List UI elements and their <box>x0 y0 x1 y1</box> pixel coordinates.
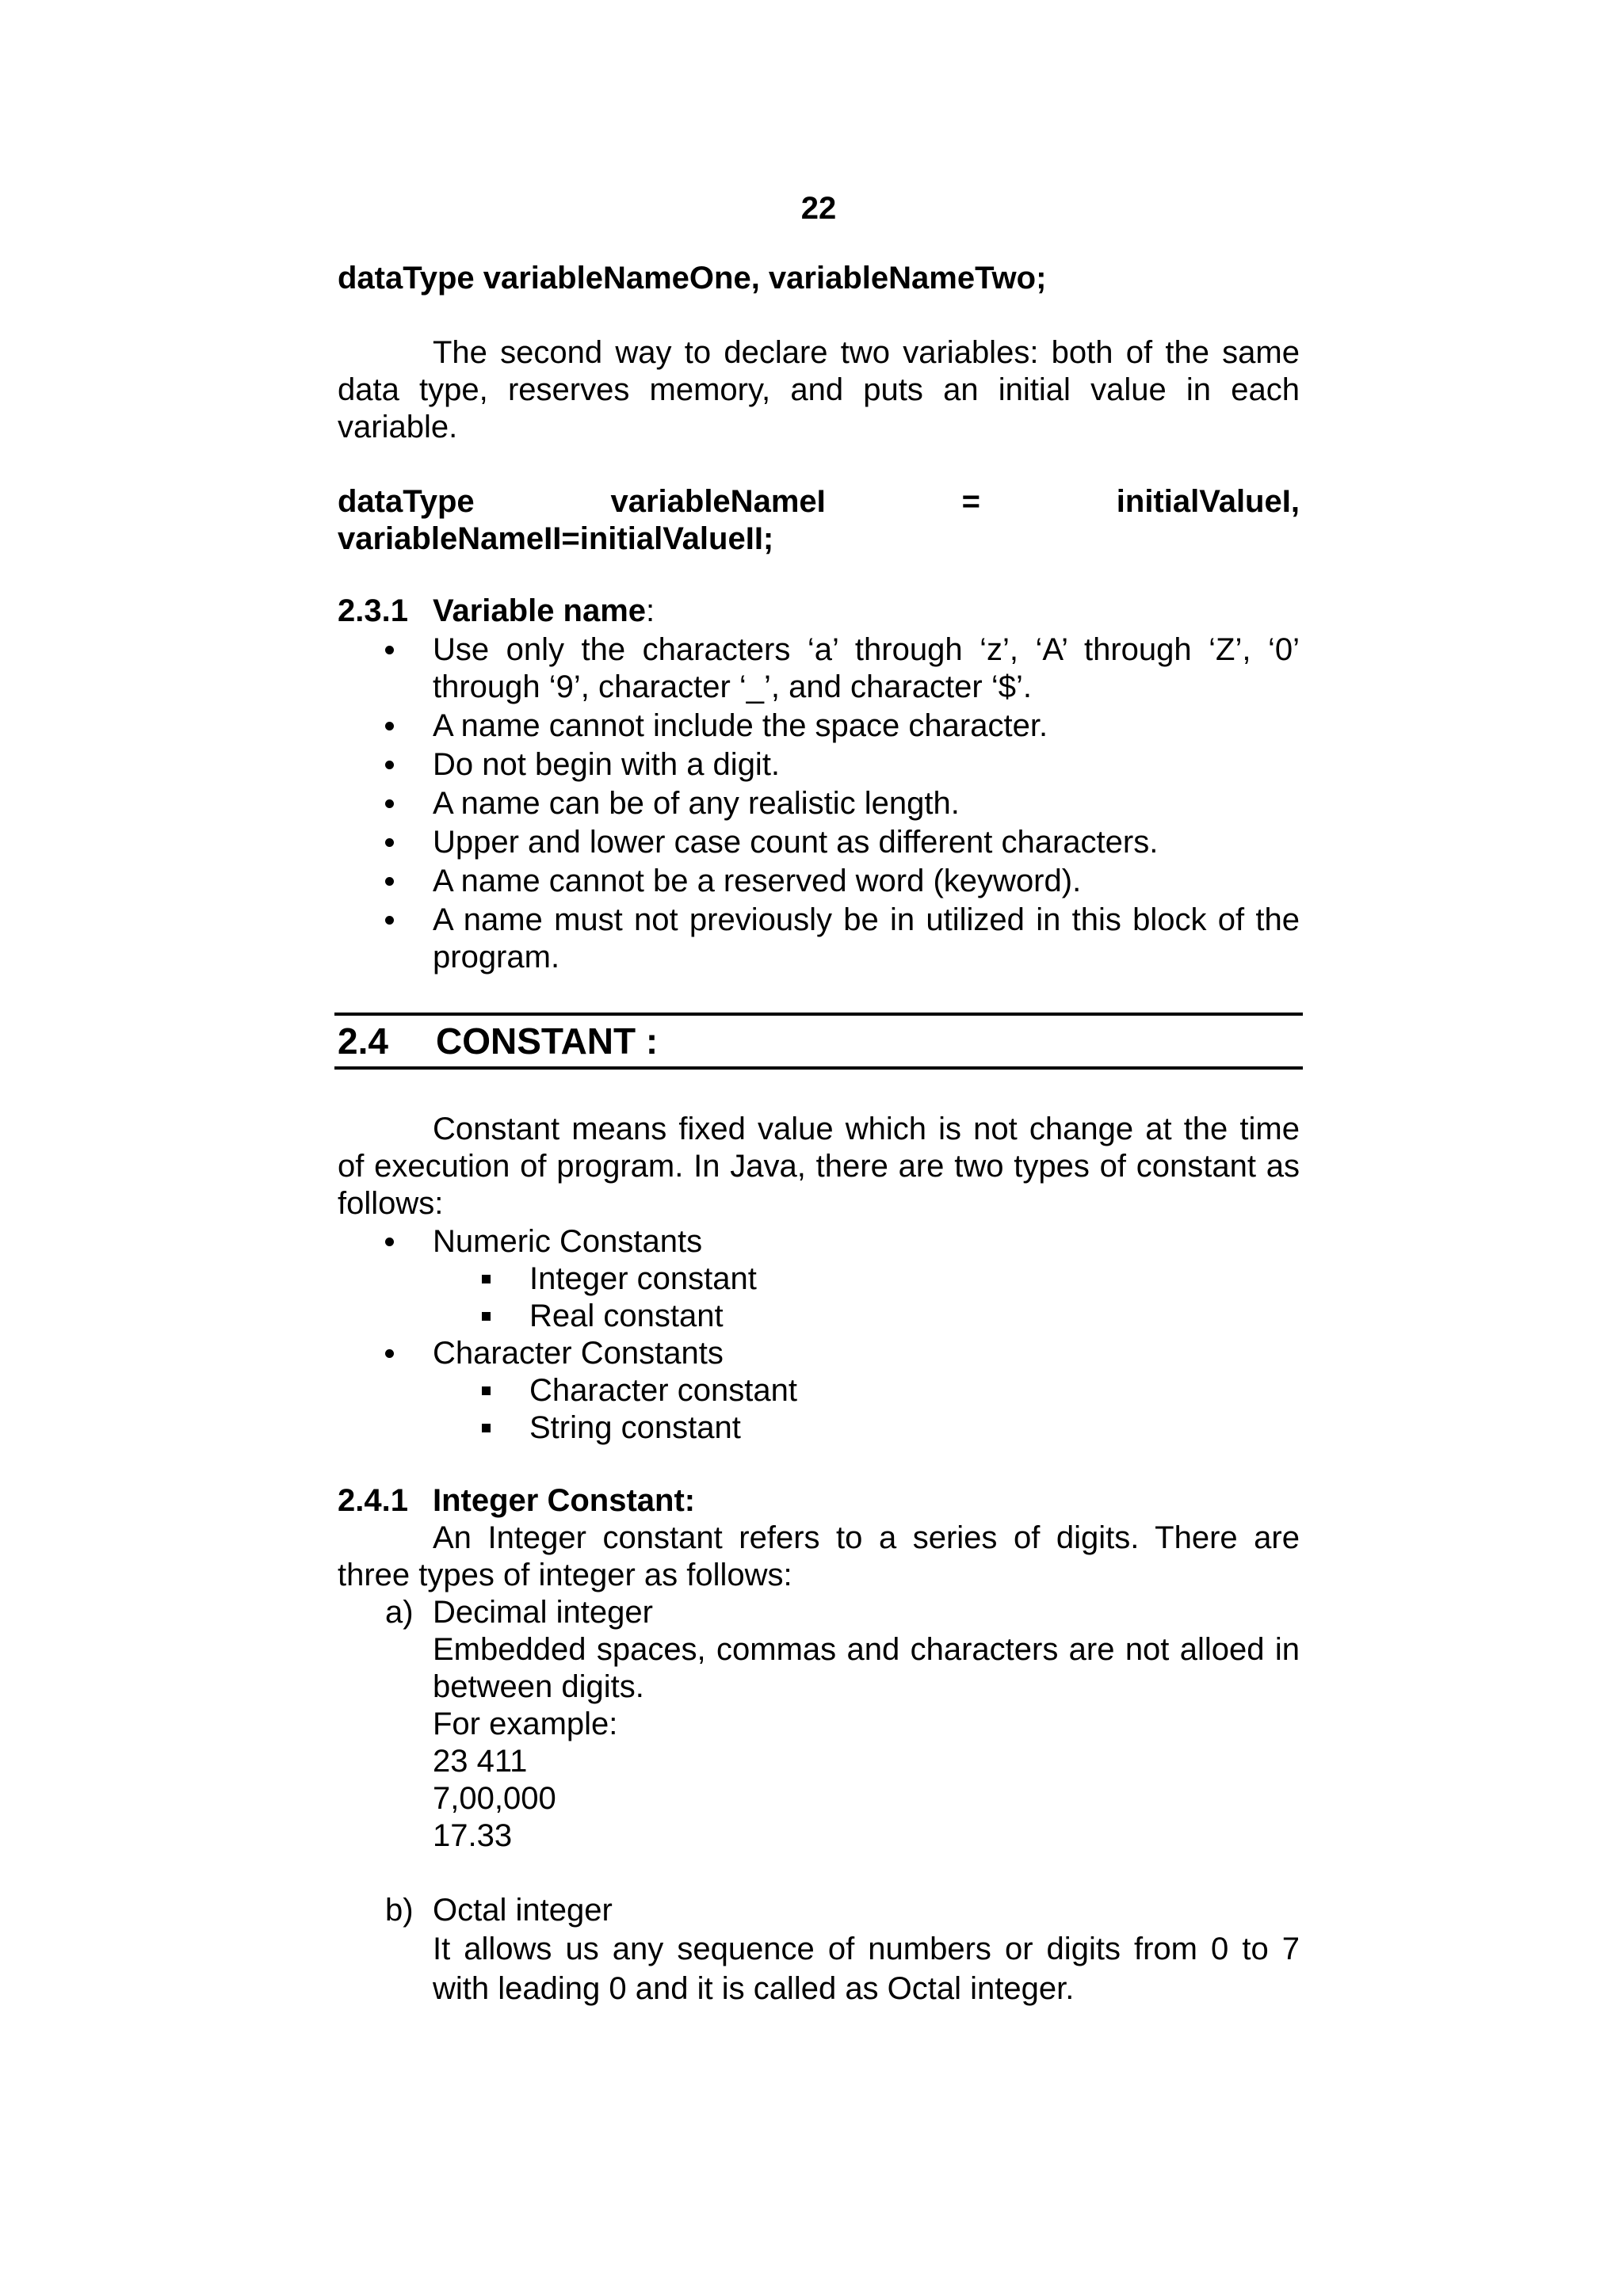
character-constant-items <box>338 1372 1300 1447</box>
example-value: 23 411 <box>433 1744 528 1779</box>
list-label: a) <box>385 1595 414 1630</box>
declaration-two <box>338 483 1300 558</box>
integer-type-name: Decimal integer <box>433 1595 653 1630</box>
rule-text: A name can be of any realistic length. <box>433 786 960 821</box>
list-item <box>338 1372 1300 1409</box>
declaration-two-line-1 <box>338 483 1300 521</box>
decl-equals: = <box>961 484 980 519</box>
section-heading <box>338 1019 658 1063</box>
section-heading-box <box>334 1013 1303 1070</box>
square-bullet-icon <box>482 1275 491 1283</box>
integer-constant-heading <box>338 1482 1300 1520</box>
integer-constant-intro: An Integer constant refers to a series of digits. There are three types of integer as follows: <box>338 1520 1300 1592</box>
rule-text: A name cannot be a reserved word (keyword). <box>433 864 1082 898</box>
list-item <box>338 1892 1300 2008</box>
list-item <box>338 1594 1300 1855</box>
constant-type: Integer constant <box>529 1261 757 1296</box>
list-item <box>338 824 1300 861</box>
square-bullet-icon <box>482 1424 491 1432</box>
variable-name-colon: : <box>646 593 655 628</box>
integer-type-description: It allows us any sequence of numbers or digits from 0 to 7 with leading 0 and it is called as Octal integer. <box>433 1932 1300 2006</box>
square-bullet-icon <box>482 1386 491 1395</box>
list-item <box>338 631 1300 706</box>
list-item <box>338 863 1300 900</box>
paragraph-second-way: The second way to declare two variables: both of the same data type, reserves memory, and puts an initial value in each variable. <box>338 335 1300 444</box>
variable-name-title: Variable name <box>433 593 647 628</box>
integer-constant-title: Integer Constant: <box>433 1483 696 1518</box>
decl-datatype: dataType <box>338 484 475 519</box>
integer-types-list <box>338 1594 1300 2008</box>
decl-variable-name-one: variableNameI <box>610 484 826 519</box>
numeric-constant-items <box>338 1261 1300 1335</box>
declaration-two-line-2: variableNameII=initialValueII; <box>338 521 774 556</box>
variable-name-number: 2.3.1 <box>338 593 408 628</box>
constant-intro: Constant means fixed value which is not change at the time of execution of program. In Java, there are two types of constant as follows: <box>338 1112 1300 1221</box>
rule-text: A name must not previously be in utilized in this block of the program. <box>433 902 1300 974</box>
variable-name-rules <box>338 631 1300 976</box>
section-title: CONSTANT : <box>436 1020 659 1062</box>
constant-type: String constant <box>529 1410 741 1445</box>
constant-type: Real constant <box>529 1299 724 1333</box>
integer-constant-number: 2.4.1 <box>338 1483 408 1518</box>
variable-name-heading <box>338 593 1300 630</box>
constant-group-name: Numeric Constants <box>433 1224 703 1259</box>
list-item <box>338 707 1300 745</box>
constant-types-2 <box>338 1335 1300 1372</box>
integer-type-name: Octal integer <box>433 1893 613 1928</box>
list-item <box>338 1298 1300 1335</box>
list-item <box>338 1223 1300 1261</box>
constant-group-name: Character Constants <box>433 1336 724 1371</box>
list-item <box>338 902 1300 976</box>
list-item <box>338 1409 1300 1447</box>
rule-text: A name cannot include the space character. <box>433 708 1048 743</box>
rule-text: Upper and lower case count as different characters. <box>433 825 1159 860</box>
decl-initial-value-one: initialValueI, <box>1116 484 1300 519</box>
example-value: 17.33 <box>433 1818 513 1853</box>
constant-type: Character constant <box>529 1373 797 1408</box>
list-item <box>338 1335 1300 1372</box>
example-label: For example: <box>433 1707 618 1741</box>
list-label: b) <box>385 1893 414 1928</box>
rule-text: Do not begin with a digit. <box>433 747 781 782</box>
integer-type-description: Embedded spaces, commas and characters are not alloed in between digits. <box>433 1632 1300 1704</box>
declaration-one: dataType variableNameOne, variableNameTwo; <box>338 261 1047 296</box>
constant-types <box>338 1223 1300 1261</box>
list-item <box>338 1261 1300 1298</box>
page-number: 22 <box>800 191 837 226</box>
list-item <box>338 746 1300 784</box>
square-bullet-icon <box>482 1312 491 1321</box>
rule-text: Use only the characters ‘a’ through ‘z’, ‘A’ through ‘Z’, ‘0’ through ‘9’, character ‘_’, and character ‘$’. <box>433 632 1300 704</box>
list-item <box>338 785 1300 822</box>
section-number: 2.4 <box>338 1020 388 1062</box>
example-value: 7,00,000 <box>433 1781 556 1816</box>
